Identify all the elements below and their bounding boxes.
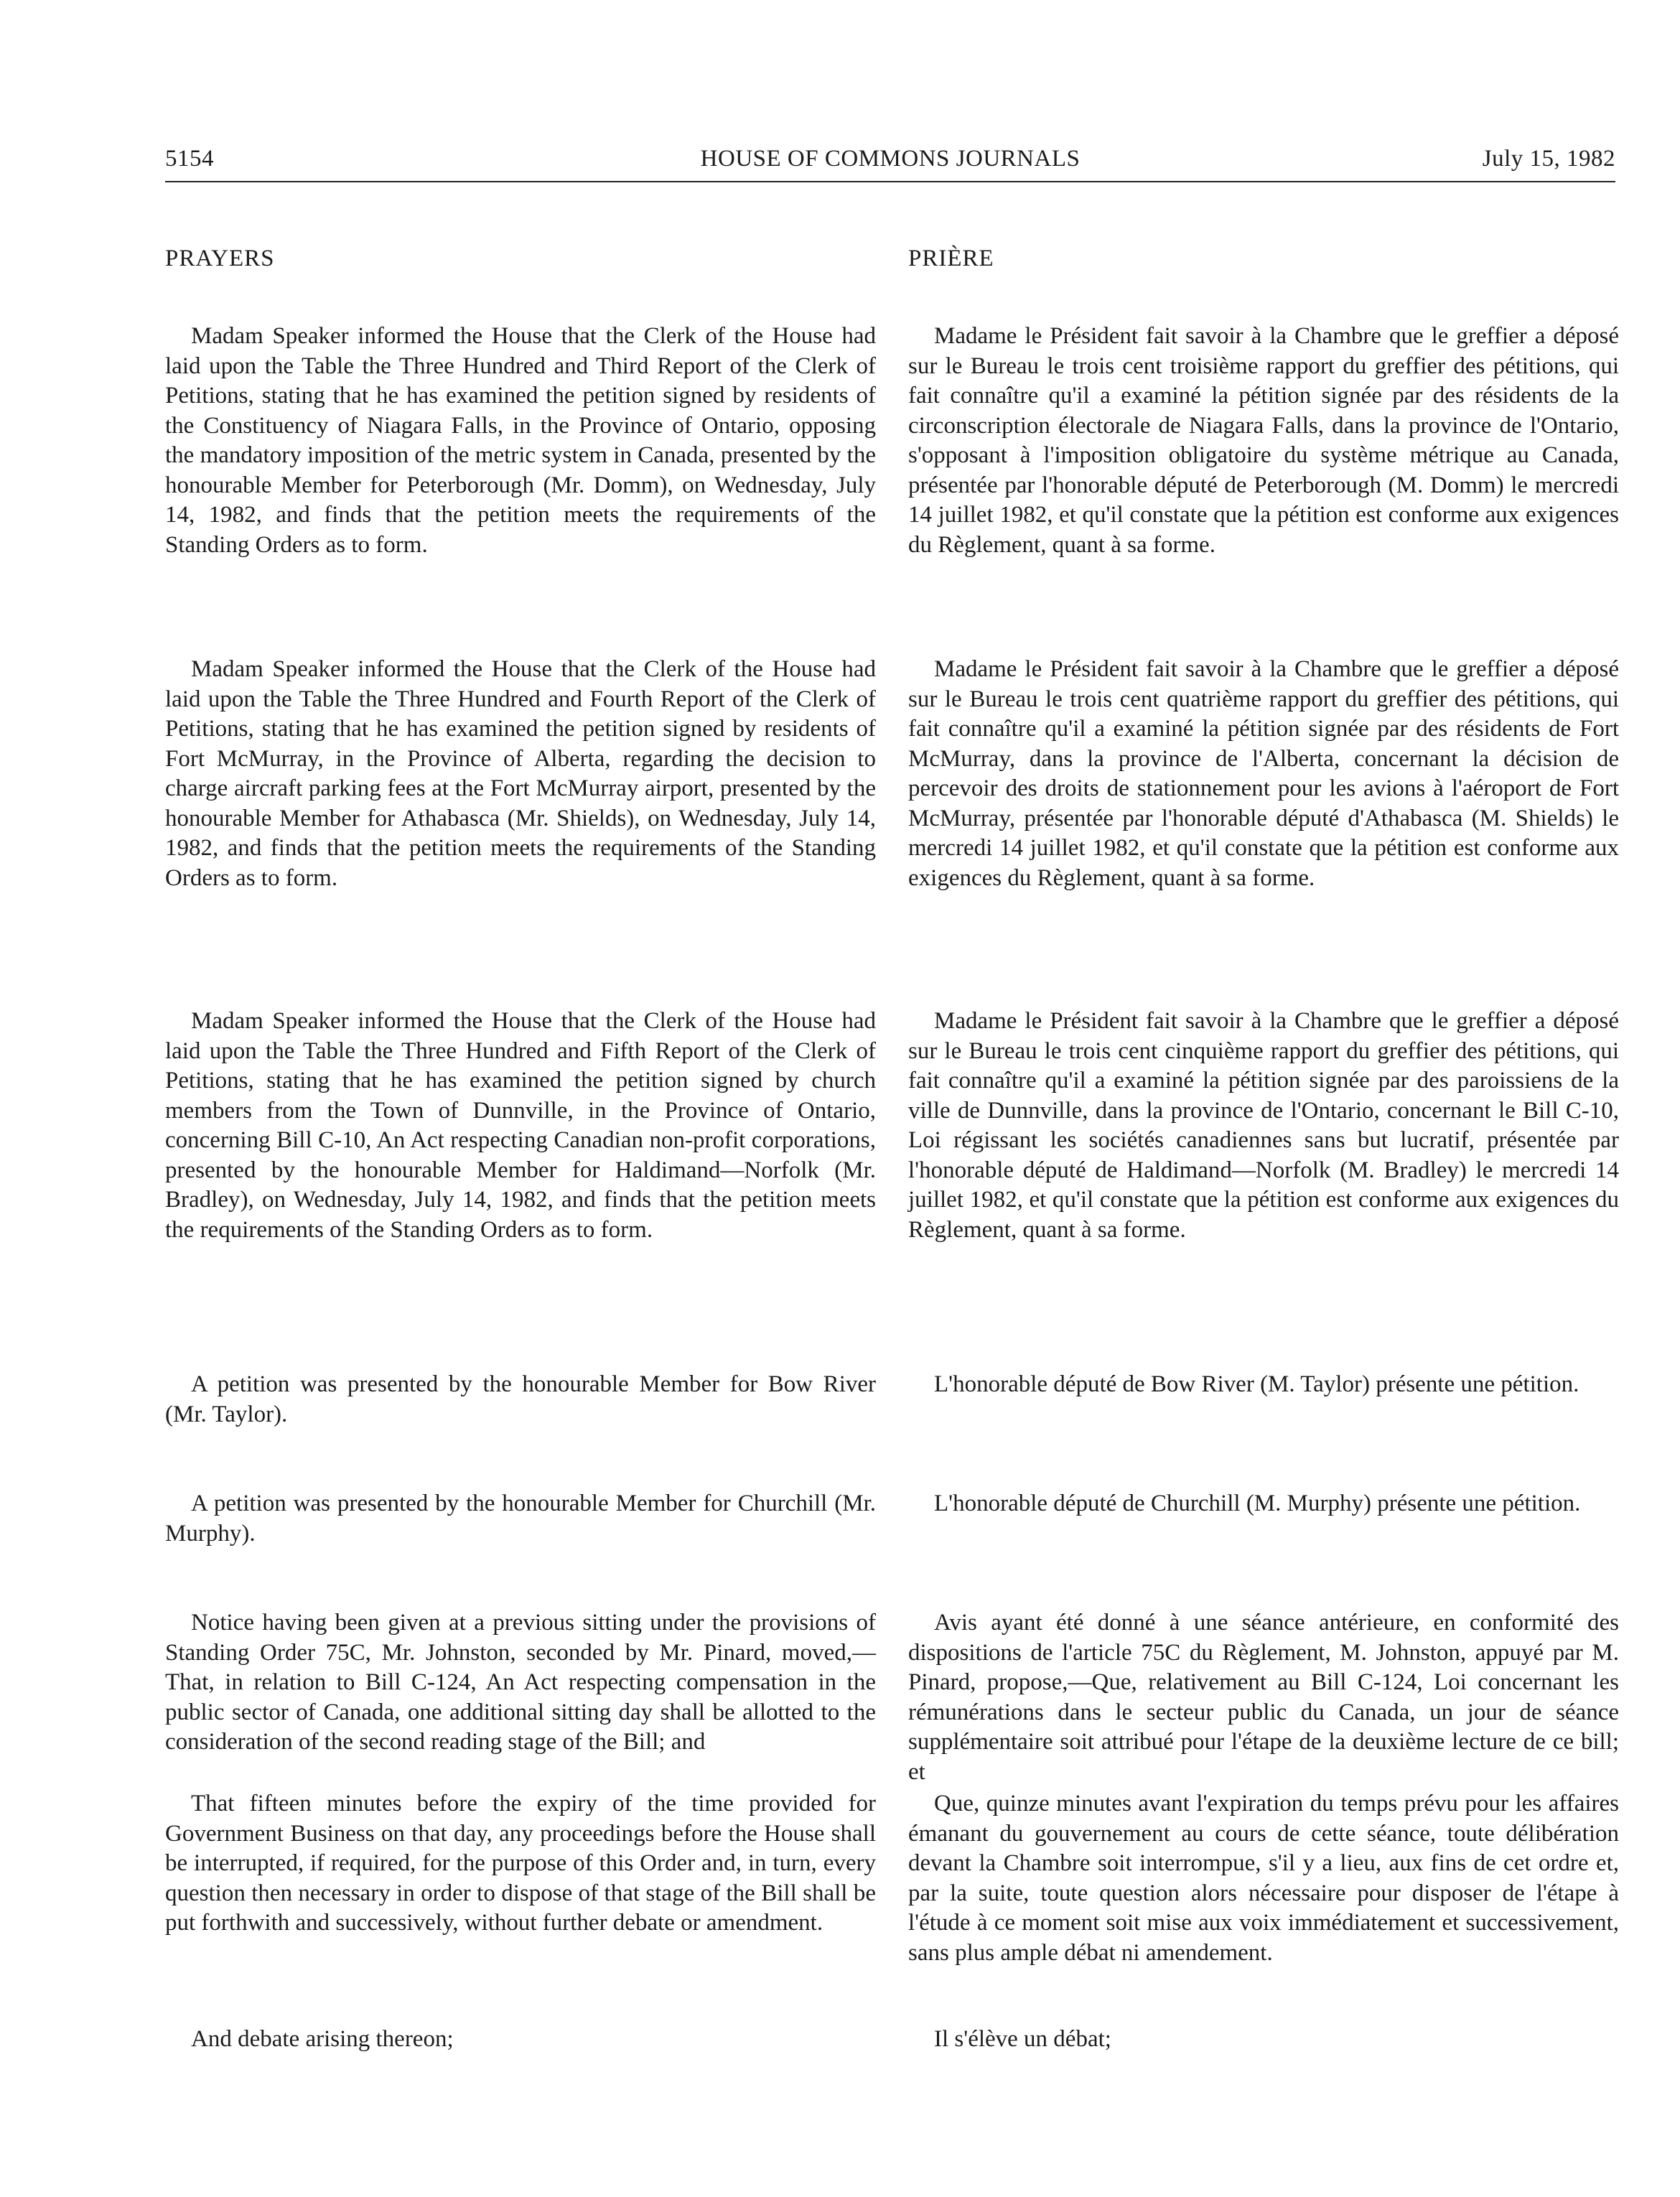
- english-paragraph: Madam Speaker informed the House that the Clerk of the House had laid upon the Table the Three Hundred and Fifth Report of the Clerk of Petitions, stating that he has examined the petition signed by church members from the Town of Dunnville, in the Province of Ontario, concerning Bill C-10, An Act respecting Canadian non-profit corporations, presented by the honourable Member for Haldimand—Norfolk (Mr. Bradley), on Wednesday, July 14, 1982, and finds that the petition meets the requirements of the Standing Orders as to form.: [165, 1008, 876, 1243]
- french-paragraph: Madame le Président fait savoir à la Chambre que le greffier a déposé sur le Bureau le trois cent troisième rapport du greffier des pétitions, qui fait connaître qu'il a examiné la pétition signée par des résidents de la circonscription électorale de Niagara Falls, dans la province de l'Ontario, s'opposant à l'imposition obligatoire du système métrique au Canada, présentée par l'honorable député de Peterborough (M. Domm) le mercredi 14 juillet 1982, et qu'il constate que la pétition est conforme aux exigences du Règlement, quant à sa forme.: [908, 323, 1619, 558]
- english-paragraph: A petition was presented by the honourable Member for Bow River (Mr. Taylor).: [165, 1371, 876, 1427]
- french-column: [908, 244, 1619, 2052]
- header-rule: [165, 181, 1615, 182]
- english-paragraph: A petition was presented by the honourable Member for Churchill (Mr. Murphy).: [165, 1491, 876, 1547]
- french-paragraph: Madame le Président fait savoir à la Chambre que le greffier a déposé sur le Bureau le trois cent cinquième rapport du greffier des pétitions, qui fait connaître qu'il a examiné la pétition signée par des paroissiens de la ville de Dunnville, dans la province de l'Ontario, concernant le Bill C-10, Loi régissant les sociétés canadiennes sans but lucratif, présentée par l'honorable député de Haldimand—Norfolk (M. Bradley) le mercredi 14 juillet 1982, et qu'il constate que la pétition est conforme aux exigences du Règlement, quant à sa forme.: [908, 1008, 1619, 1243]
- french-paragraph: L'honorable député de Bow River (M. Taylor) présente une pétition.: [934, 1371, 1579, 1397]
- english-paragraph: Madam Speaker informed the House that the Clerk of the House had laid upon the Table the Three Hundred and Third Report of the Clerk of Petitions, stating that he has examined the petition signed by residents of the Constituency of Niagara Falls, in the Province of Ontario, opposing the mandatory imposition of the metric system in Canada, presented by the honourable Member for Peterborough (Mr. Domm), on Wednesday, July 14, 1982, and finds that the petition meets the requirements of the Standing Orders as to form.: [165, 323, 876, 558]
- french-paragraph: Il s'élève un débat;: [934, 2026, 1111, 2052]
- english-column: [165, 244, 876, 2052]
- french-paragraph: Avis ayant été donné à une séance antérieure, en conformité des dispositions de l'article 75C du Règlement, M. Johnston, appuyé par M. Pinard, propose,—Que, relativement au Bill C-124, Loi concernant les rémunérations dans le secteur public du Canada, un jour de séance supplémentaire soit attribué pour l'étape de la deuxième lecture de ce bill; et: [908, 1610, 1619, 1785]
- english-heading: PRAYERS: [165, 246, 275, 271]
- english-paragraph: And debate arising thereon;: [191, 2026, 454, 2052]
- french-paragraph: L'honorable député de Churchill (M. Murphy) présente une pétition.: [934, 1491, 1581, 1516]
- french-paragraph: Que, quinze minutes avant l'expiration du temps prévu pour les affaires émanant du gouvernement au cours de cette séance, toute délibération devant la Chambre soit interrompue, s'il y a lieu, aux fins de cet ordre et, par la suite, toute question alors nécessaire pour disposer de l'étape à l'étude à ce moment soit mise aux voix immédiatement et successivement, sans plus ample débat ni amendement.: [908, 1791, 1619, 1966]
- page-header: [165, 141, 1615, 177]
- journal-title: HOUSE OF COMMONS JOURNALS: [700, 146, 1081, 172]
- english-paragraph: That fifteen minutes before the expiry of the time provided for Government Business on that day, any proceedings before the House shall be interrupted, if required, for the purpose of this Order and, in turn, every question then necessary in order to dispose of that stage of the Bill shall be put forthwith and successively, without further debate or amendment.: [165, 1791, 876, 1936]
- page-number: 5154: [165, 146, 214, 172]
- french-heading: PRIÈRE: [908, 246, 994, 271]
- english-paragraph: Notice having been given at a previous sitting under the provisions of Standing Order 75C, Mr. Johnston, seconded by Mr. Pinard, moved,—That, in relation to Bill C-124, An Act respecting compensation in the public sector of Canada, one additional sitting day shall be allotted to the consideration of the second reading stage of the Bill; and: [165, 1610, 876, 1755]
- french-paragraph: Madame le Président fait savoir à la Chambre que le greffier a déposé sur le Bureau le trois cent quatrième rapport du greffier des pétitions, qui fait connaître qu'il a examiné la pétition signée par des résidents de Fort McMurray, dans la province de l'Alberta, concernant la décision de percevoir des droits de stationnement pour les avions à l'aéroport de Fort McMurray, présentée par l'honorable député d'Athabasca (M. Shields) le mercredi 14 juillet 1982, et qu'il constate que la pétition est conforme aux exigences du Règlement, quant à sa forme.: [908, 656, 1619, 891]
- journal-date: July 15, 1982: [1482, 146, 1615, 172]
- english-paragraph: Madam Speaker informed the House that the Clerk of the House had laid upon the Table the Three Hundred and Fourth Report of the Clerk of Petitions, stating that he has examined the petition signed by residents of Fort McMurray, in the Province of Alberta, regarding the decision to charge aircraft parking fees at the Fort McMurray airport, presented by the honourable Member for Athabasca (Mr. Shields), on Wednesday, July 14, 1982, and finds that the petition meets the requirements of the Standing Orders as to form.: [165, 656, 876, 891]
